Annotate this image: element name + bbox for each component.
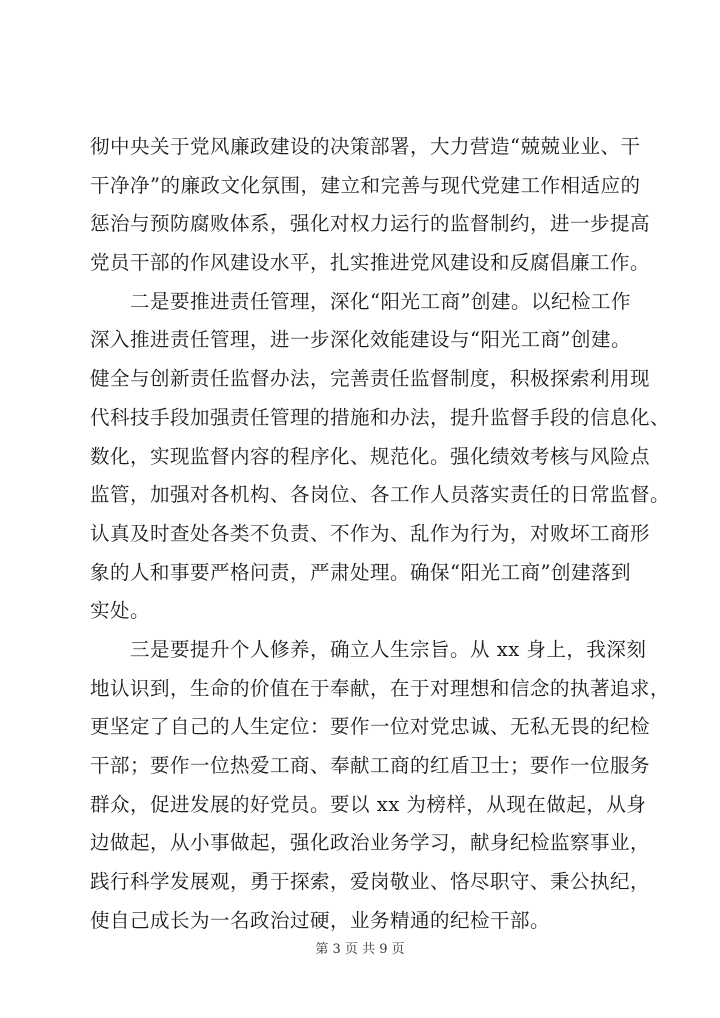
page-number-footer: 第 3 页 共 9 页 — [315, 942, 405, 957]
text-line: 三是要提升个人修养，确立人生宗旨。从 xx 身上，我深刻 — [130, 637, 647, 661]
paragraph-3 — [90, 631, 671, 941]
text-line: 二是要推进责任管理，深化“阳光工商”创建。以纪检工作 — [130, 289, 631, 313]
text-line: 践行科学发展观，勇于探索，爱岗敬业、恪尽职守、秉公执纪， — [90, 870, 651, 894]
text-line: 地认识到，生命的价值在于奉献，在于对理想和信念的执著追求， — [90, 676, 671, 700]
text-line: 干部；要作一位热爱工商、奉献工商的红盾卫士；要作一位服务 — [90, 754, 651, 777]
text-line: 认真及时查处各类不负责、不作为、乱作为行为，对败坏工商形 — [90, 521, 651, 545]
text-line: 使自己成长为一名政治过硬，业务精通的纪检干部。 — [90, 908, 551, 932]
text-line: 数化，实现监督内容的程序化、规范化。强化绩效考核与风险点 — [90, 444, 651, 468]
text-line: 边做起，从小事做起，强化政治业务学习，献身纪检监察事业， — [90, 831, 651, 855]
text-line: 惩治与预防腐败体系，强化对权力运行的监督制约，进一步提高 — [90, 212, 651, 236]
text-line: 深入推进责任管理，进一步深化效能建设与“阳光工商”创建。 — [90, 328, 631, 352]
text-line: 干净净”的廉政文化氛围，建立和完善与现代党建工作相适应的 — [90, 173, 641, 197]
text-line: 实处。 — [90, 599, 151, 623]
text-line: 党员干部的作风建设水平，扎实推进党风建设和反腐倡廉工作。 — [90, 251, 651, 275]
text-line: 代科技手段加强责任管理的措施和办法，提升监督手段的信息化、 — [90, 405, 671, 429]
paragraph-1 — [90, 128, 650, 283]
text-line: 群众，促进发展的好党员。要以 xx 为榜样，从现在做起，从身 — [90, 792, 647, 816]
text-line: 彻中央关于党风廉政建设的决策部署，大力营造“兢兢业业、干 — [90, 135, 641, 158]
text-line: 更坚定了自己的人生定位：要作一位对党忠诚、无私无畏的纪检 — [90, 715, 651, 739]
text-line: 健全与创新责任监督办法，完善责任监督制度，积极探索利用现 — [90, 367, 651, 391]
text-line: 象的人和事要严格问责，严肃处理。确保“阳光工商”创建落到 — [90, 560, 631, 584]
paragraph-2 — [90, 283, 671, 631]
document-body — [90, 128, 671, 940]
text-line: 监管，加强对各机构、各岗位、各工作人员落实责任的日常监督。 — [90, 483, 671, 507]
